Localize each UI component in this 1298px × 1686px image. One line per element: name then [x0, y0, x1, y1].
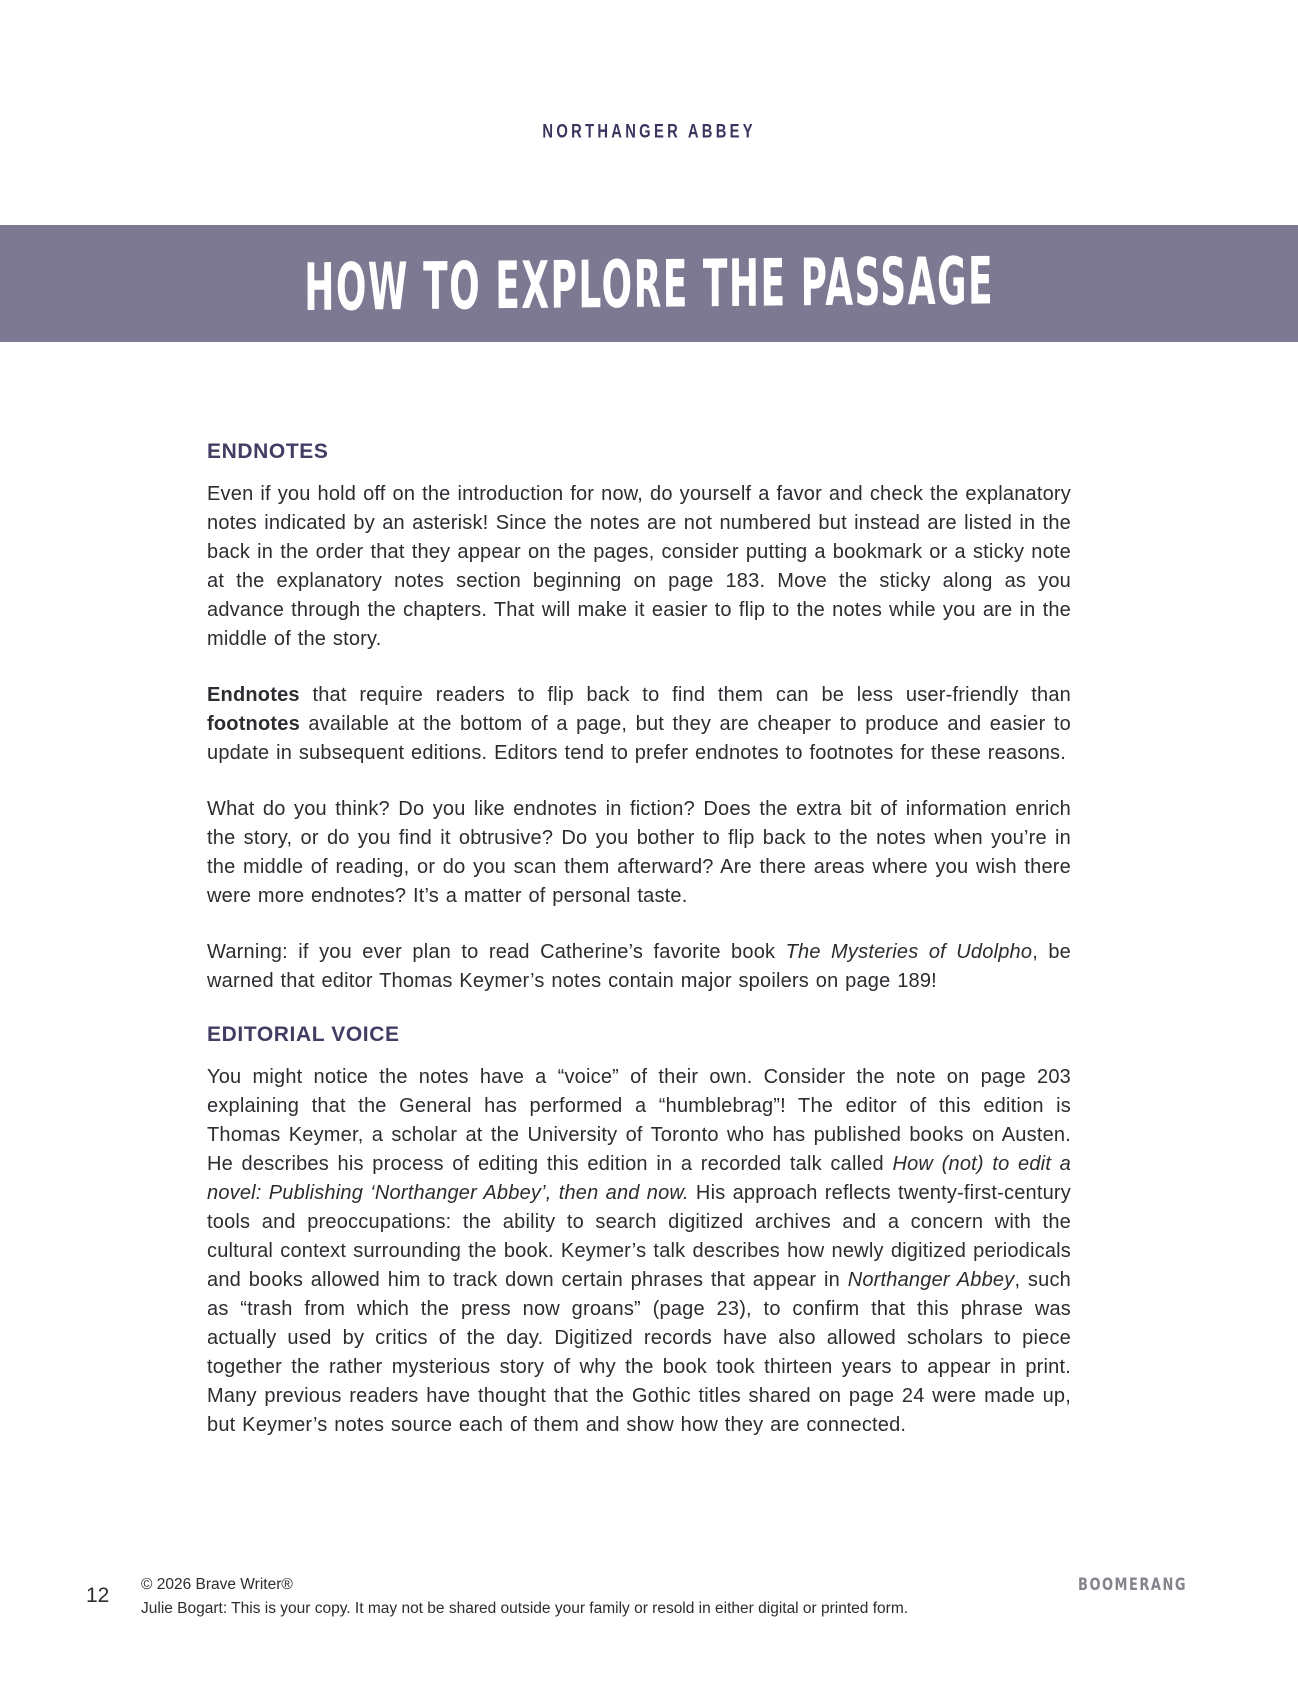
section-heading-endnotes: ENDNOTES	[207, 440, 329, 463]
boomerang-brand-mark: BOOMERANG	[1078, 1575, 1187, 1596]
copyright-line: © 2026 Brave Writer®	[141, 1576, 293, 1593]
italic-text-run: How (not) to edit a novel: Publishing ‘Northanger Abbey’, then and now.	[207, 1153, 1071, 1204]
text-run: available at the bottom of a page, but they are cheaper to produce and easier to update in subsequent editions. Editors tend to prefer endnotes to footnotes for these reasons.	[207, 713, 1071, 764]
usage-notice-line: Julie Bogart: This is your copy. It may not be shared outside your family or resold in either digital or printed form.	[141, 1600, 909, 1617]
paragraph	[207, 795, 1071, 911]
paragraph	[207, 480, 1071, 654]
text-run: Warning: if you ever plan to read Catherine’s favorite book	[207, 941, 786, 963]
paragraph	[207, 1063, 1071, 1440]
text-run: Even if you hold off on the introduction for now, do yourself a favor and check the explanatory notes indicated by an asterisk! Since the notes are not numbered but instead are listed in the back in the order that they appear on the pages, consider putting a bookmark or a sticky note at the explanatory notes section beginning on page 183. Move the sticky along as you advance through the chapters. That will make it easier to flip to the notes while you are in the middle of the story.	[207, 483, 1071, 650]
text-run: His approach reflects twenty-first-century tools and preoccupations: the ability to search digitized archives and a concern with the cultural context surrounding the book. Keymer’s talk describes how newly digitized periodicals and books allowed him to track down certain phrases that appear in	[207, 1182, 1071, 1291]
page-footer	[0, 1570, 1298, 1650]
page-content	[207, 440, 1071, 1467]
running-header	[0, 121, 1298, 142]
section-heading-editorial-voice: EDITORIAL VOICE	[207, 1023, 400, 1046]
italic-text-run: The Mysteries of Udolpho	[785, 941, 1033, 963]
text-run: that require readers to flip back to find them can be less user-friendly than	[299, 684, 1071, 706]
bold-text-run: Endnotes	[207, 684, 300, 706]
section-banner	[0, 225, 1298, 342]
page-number: 12	[86, 1584, 110, 1607]
text-run: You might notice the notes have a “voice” of their own. Consider the note on page 203 explaining that the General has performed a “humblebrag”! The editor of this edition is Thomas Keymer, a scholar at the University of Toronto who has published books on Austen. He describes his process of editing this edition in a recorded talk called	[207, 1066, 1071, 1175]
italic-text-run: Northanger Abbey	[847, 1269, 1015, 1291]
paragraph	[207, 681, 1071, 768]
text-run: , be warned that editor Thomas Keymer’s notes contain major spoilers on page 189!	[207, 941, 1071, 992]
bold-text-run: footnotes	[207, 713, 300, 735]
paragraph	[207, 938, 1071, 996]
running-header-book-title: NORTHANGER ABBEY	[542, 120, 756, 142]
footer-copyright-block	[141, 1573, 908, 1621]
text-run: What do you think? Do you like endnotes in fiction? Does the extra bit of information enrich the story, or do you find it obtrusive? Do you bother to flip back to the notes when you’re in the middle of reading, or do you scan them afterward? Are there areas where you wish there were more endnotes? It’s a matter of personal taste.	[207, 798, 1071, 907]
text-run: , such as “trash from which the press now groans” (page 23), to confirm that this phrase was actually used by critics of the day. Digitized records have also allowed scholars to piece together the rather mysterious story of why the book took thirteen years to appear in print. Many previous readers have thought that the Gothic titles shared on page 24 were made up, but Keymer’s notes source each of them and show how they are connected.	[207, 1269, 1071, 1436]
banner-title: HOW TO EXPLORE THE PASSAGE	[303, 241, 995, 326]
